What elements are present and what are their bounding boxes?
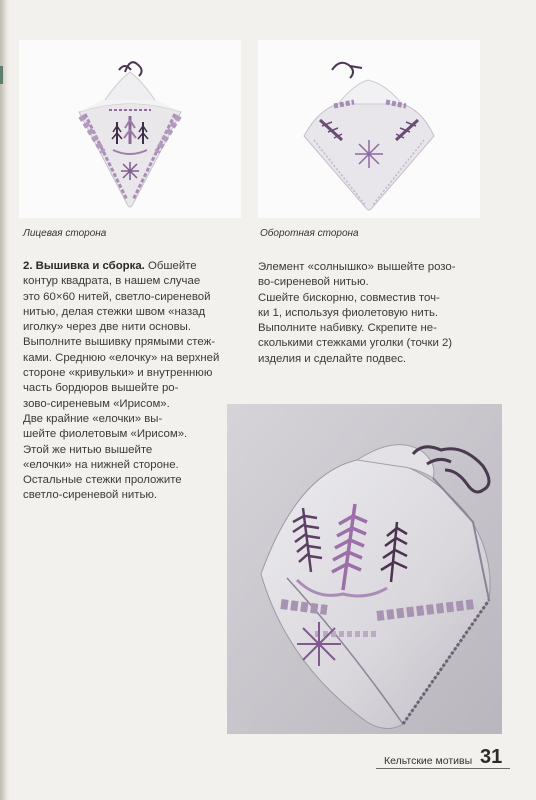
running-title: Кельтские мотивы [384,755,473,767]
text-line: нитью, делая стежки швом «назад [23,305,206,318]
photo-back-side [258,40,480,218]
instructions-right-column [258,260,483,367]
page-edge-mark [0,66,3,84]
text-line: Сшейте бискорню, совместив точ- [258,291,440,304]
text-line: ки 1, используя фиолетовую нить. [258,306,439,319]
text-line: Выполните вышивку прямыми стеж- [23,336,216,349]
photo-front-side [19,40,241,218]
text-line: контур квадрата, в нашем случае [23,275,201,288]
photo-finished-biscornu [227,404,502,734]
text-line: Две крайние «елочки» вы- [23,412,163,425]
text-line: стороне «кривульки» и внутреннюю [23,367,213,380]
text-line: светло-сиреневой нитью. [23,489,158,502]
page-gutter-shadow [0,0,10,800]
instructions-left-column [23,259,236,504]
text-line: это 60×60 нитей, светло-сиреневой [23,290,211,303]
text-line: ками. Среднюю «елочку» на верхней [23,351,220,364]
caption-back-side: Оборотная сторона [260,228,359,239]
text-line: часть бордюров вышейте ро- [23,382,179,395]
text-line: зово-сиреневым «Ирисом». [23,397,170,410]
page-footer [376,748,510,768]
text-line: шейте фиолетовым «Ирисом». [23,428,188,441]
text-line: Элемент «солнышко» вышейте розо- [258,261,456,273]
text-line: Выполните набивку. Скрепите не- [258,322,437,335]
text-line: Остальные стежки проложите [23,474,182,487]
footer-rule [376,768,510,769]
text-line: во-сиреневой нитью. [258,276,369,289]
text-line: иголку» через две нити основы. [23,321,192,334]
text-line: Обшейте [144,260,197,272]
text-line: Этой же нитью вышейте [23,443,153,456]
text-line: изделия и сделайте подвес. [258,352,407,365]
caption-front-side: Лицевая сторона [23,228,107,239]
text-line: «елочки» на нижней стороне. [23,458,179,471]
page-number: 31 [480,746,503,768]
text-line: сколькими стежками уголки (точки 2) [258,337,453,350]
step-heading: 2. Вышивка и сборка. [23,260,145,272]
